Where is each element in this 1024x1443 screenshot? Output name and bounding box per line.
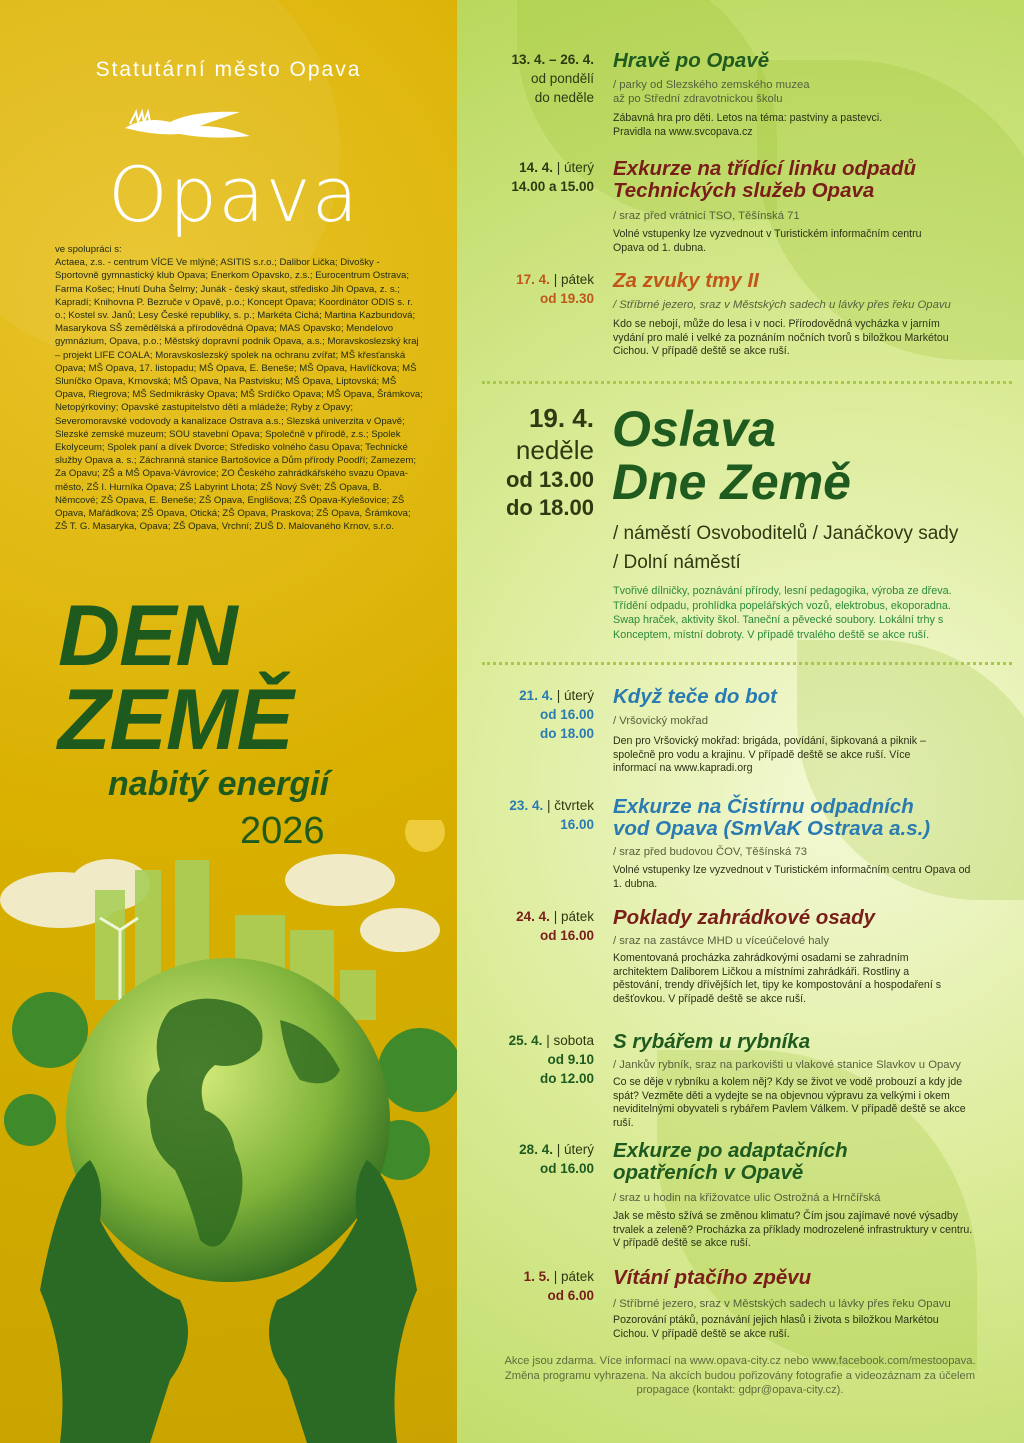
event-date-day: 24. 4. <box>516 909 550 924</box>
footer-line-1: Akce jsou zdarma. Více informací na www.opava-city.cz nebo www.facebook.com/mestoopava. <box>504 1355 976 1367</box>
event-location: / Stříbrné jezero, sraz v Městských sadech u lávky přes řeku Opavu <box>613 1298 951 1310</box>
left-panel <box>0 0 457 1443</box>
event-date: 24. 4. | pátek od 16.00 <box>470 907 594 945</box>
section-divider <box>482 381 1012 384</box>
event-description: Co se děje v rybníku a kolem něj? Kdy se život ve vodě probouzí a kdy jde spát? Vezměte děti a vydejte se na objevnou výpravu za velkými i okem neviditelnými obyvateli s rybářem Pavlem Válkem. V případě deště se akce ruší. <box>613 1076 966 1129</box>
event-description: Volné vstupenky lze vyzvednout v Turistickém informačním centru Opava od 1. dubna. <box>613 864 971 890</box>
event-day: sobota <box>553 1033 594 1048</box>
event-location: / sraz před budovou ČOV, Těšínská 73 <box>613 846 808 858</box>
event-time: od 16.00 <box>539 1161 594 1176</box>
main-event-description: Tvořivé dílničky, poznávání přírody, lesní pedagogika, výroba ze dřeva. Třídění odpadu, prohlídka popelářských vozů, elektrobus, ekoporadna. Swap hraček, aktivity škol. Taneční a pěvecké soubory. Lokální trhy s Konceptem, místní dobroty. V případě trvalého deště se akce ruší. <box>613 585 952 641</box>
event-location: / Stříbrné jezero, sraz v Městských sadech u lávky přes řeku Opavu <box>613 299 951 311</box>
event-title-2: opatřeních v Opavě <box>613 1161 804 1184</box>
event-location: / Vršovický mokřad <box>613 715 708 727</box>
event-description: Pozorování ptáků, poznávání jejich hlasů i života s biložkou Markétou Cichou. V případě deště se akce ruší. <box>613 1314 939 1340</box>
event-time: od 6.00 <box>547 1288 594 1303</box>
footer-info <box>470 1354 1010 1398</box>
event-date: 23. 4. | čtvrtek 16.00 <box>470 796 594 834</box>
main-event-time-start: od 13.00 <box>505 467 594 492</box>
main-event-title-2: Dne Země <box>612 454 851 510</box>
event-time: 14.00 a 15.00 <box>511 179 594 194</box>
event-day: pátek <box>560 272 594 287</box>
partners-block <box>55 243 425 533</box>
earth-hands-illustration <box>0 820 457 1443</box>
event-title: Vítání ptačího zpěvu <box>613 1266 812 1289</box>
event-date-day: 1. 5. <box>523 1269 550 1284</box>
event-description: Den pro Vršovický mokřad: brigáda, povídání, šipkovaná a piknik – společně pro vodu a krajinu. V případě deště se akce ruší. Více informací na www.kapradi.org <box>613 735 926 774</box>
event-description: Komentovaná procházka zahrádkovými osadami se zahradním architektem Daliborem Ličkou a místními zahrádkáři. Rostliny a pěstování, trendy dřívějších let, tipy ke kompostování a hospodaření s dešťovkou. V případě deště se akce ruší. <box>613 952 941 1005</box>
event-day: od pondělí <box>530 71 594 86</box>
poster-title <box>58 588 293 768</box>
event-title: Exkurze po adaptačních <box>613 1139 848 1162</box>
event-time: od 16.00 <box>539 707 594 722</box>
footer-line-2: Změna programu vyhrazena. Na akcích budou pořizovány fotografie a videozáznam za účelem <box>504 1369 976 1382</box>
poster-subtitle: nabitý energií <box>108 765 330 803</box>
partners-list: Actaea, z.s. - centrum VÍCE Ve mlýně; ASITIS s.r.o.; Dalibor Lička; Divošky - Sportovně gymnastický klub Opava; Enerkom Opavsko, z.s.; Eurocentrum Ostrava; Farma Košec; Hnutí Duha Šelmy; Junák - český skaut, středisko Jih Opava, z. s.; Kapradí; Knihovna P. Bezruče v Opavě, p.o.; Koncept Opava; Koordinátor ODIS s. r. o.; Kostel sv. Janů; Lesy České republiky, s. p.; Markéta Cichá; Martina Kazbundová; Masarykova SŠ zemědělská a přírodovědná Opava; MAS Opavsko; Mendelovo gymnázium, Opava, p.o.; Městský dopravní podnik Opava, a.s.; Moravskoslezský kraj – projekt LIFE COALA; Moravskoslezský spolek na ochranu zvířat; MŠ křesťanská Opava; MŠ Opava, 17. listopadu; MŠ Opava, E. Beneše; MŠ Opava, Havlíčkova; MŠ Sluníčko Opava, Krnovská; MŠ Opava, Na Pastvisku; MŠ Opava, Liptovská; MŠ Opava, Riegrova; MŠ Sedmikrásky Opava; MŠ Srdíčko Opava; MŠ Opava, Šrámkova; Netopýrkoviny; Opavské zastupitelstvo dětí a mládeže; Ryby z Opavy; Severomoravské vodovody a kanalizace Ostrava a.s.; Slezská univerzita v Opavě; Slezské zemské muzeum; SOU stavební Opava; Společně v přírodě, z.s.; Spolek Ekolyceum; Spolek paní a dívek Dvorce; Středisko volného času Opava; Technické služby Opava a. s.; Záchranná stanice Bartošovice a Dům přírody Poodří; Zamezem; Za Opavu; ZŠ a MŠ Opava-Vávrovice; ZO Českého zahrádkářského svazu Opava-město, ZŠ I. Hurníka Opava; ZŠ Labyrint Lhota; ZŠ Nový Svět; ZŠ Opava, B. Němcové; ZŠ Opava, E. Beneše; ZŠ Opava, Englišova; ZŠ Opava-Kylešovice; ZŠ Opava, Mařádkova; ZŠ Opava, Otická; ZŠ Opava, Praskova; ZŠ Opava, Šrámkova; ZŠ T. G. Masaryka, Opava; ZŠ Opava, Vrchní; ZUŠ D. Malovaného Krnov, s.r.o. <box>55 257 423 533</box>
event-description: Kdo se nebojí, může do lesa i v noci. Přírodovědná vycházka v jarním vydání pro malé i velké za poznáním nočních tvorů s biložkou Markétou Cichou. V případě deště se akce ruší. <box>613 318 949 357</box>
event-location-2: až po Střední zdravotnickou školu <box>613 93 783 105</box>
title-zeme: ZEMĚ <box>58 672 293 768</box>
event-day: čtvrtek <box>554 798 594 813</box>
event-title: Exkurze na třídící linku odpadů <box>613 157 916 180</box>
event-date: 1. 5. | pátek od 6.00 <box>470 1267 594 1305</box>
event-day: pátek <box>560 1269 594 1284</box>
event-location: / sraz na zastávce MHD u víceúčelové haly <box>613 935 829 947</box>
event-date-day: 28. 4. <box>519 1142 553 1157</box>
event-day: úterý <box>563 160 594 175</box>
event-date-day: 25. 4. <box>508 1033 543 1048</box>
event-date-day: 23. 4. <box>509 798 544 813</box>
event-day: pátek <box>560 909 594 924</box>
event-title-2: Technických služeb Opava <box>613 179 875 202</box>
event-date-day: 14. 4. <box>519 160 553 175</box>
main-event-title <box>612 403 851 509</box>
event-day: úterý <box>563 1142 594 1157</box>
event-date-day: 17. 4. <box>516 272 550 287</box>
main-event-date-day: 19. 4. <box>528 403 594 433</box>
event-time-end: do 18.00 <box>539 726 594 741</box>
main-event-location-1: / náměstí Osvoboditelů / Janáčkovy sady <box>613 523 959 544</box>
event-date: 17. 4. | pátek od 19.30 <box>470 270 594 308</box>
main-event-location <box>613 519 958 577</box>
event-location: / sraz před vrátnicí TSO, Těšínská 71 <box>613 210 800 222</box>
event-description: Jak se město sžívá se změnou klimatu? Čím jsou zajímavé nové výsadby trvalek a zeleně? Procházka za příklady modrozelené infrastruktury v centru. V případě deště se akce ruší. <box>613 1210 973 1249</box>
footer-line-3: propagace (kontakt: gdpr@opava-city.cz). <box>636 1384 844 1396</box>
main-event-time-end: do 18.00 <box>505 495 594 520</box>
opava-logo-text: Opava <box>108 150 360 239</box>
event-location: / parky od Slezského zemského muzea <box>613 79 810 91</box>
section-divider <box>482 662 1012 665</box>
event-time: od 19.30 <box>539 291 594 306</box>
event-title: Hravě po Opavě <box>613 49 770 72</box>
event-time: od 16.00 <box>539 928 594 943</box>
poster-year: 2026 <box>240 810 325 852</box>
event-description: Zábavná hra pro děti. Letos na téma: pastviny a pastevci. Pravidla na www.svcopava.cz <box>613 112 883 138</box>
main-event-title-1: Oslava <box>612 401 777 457</box>
partners-heading: ve spolupráci s: <box>55 244 122 255</box>
event-date-range: 13. 4. – 26. 4. <box>511 52 594 67</box>
main-event-date <box>470 402 594 522</box>
title-den: DEN <box>58 588 237 684</box>
event-time: 16.00 <box>560 817 594 832</box>
event-title: Za zvuky tmy II <box>613 269 759 292</box>
event-title: S rybářem u rybníka <box>613 1030 811 1053</box>
event-title: Když teče do bot <box>613 685 778 708</box>
event-title: Exkurze na Čistírnu odpadních <box>613 795 914 818</box>
event-date: 21. 4. | úterý od 16.00 do 18.00 <box>470 686 594 743</box>
bird-logo-icon <box>100 96 280 156</box>
event-time: do neděle <box>534 90 594 105</box>
event-description: Volné vstupenky lze vyzvednout v Turistickém informačním centru Opava od 1. dubna. <box>613 228 922 254</box>
event-title: Poklady zahrádkové osady <box>613 906 876 929</box>
event-date <box>470 50 594 107</box>
event-date: 28. 4. | úterý od 16.00 <box>470 1140 594 1178</box>
event-time: od 9.10 <box>547 1052 594 1067</box>
main-event-day: neděle <box>515 435 594 465</box>
event-date-day: 21. 4. <box>519 688 553 703</box>
event-title-2: vod Opava (SmVaK Ostrava a.s.) <box>613 817 931 840</box>
event-time-end: do 12.00 <box>539 1071 594 1086</box>
event-date: 14. 4. | úterý 14.00 a 15.00 <box>470 158 594 196</box>
city-label: Statutární město Opava <box>95 58 362 81</box>
main-event-location-2: / Dolní náměstí <box>613 552 741 573</box>
event-date: 25. 4. | sobota od 9.10 do 12.00 <box>470 1031 594 1088</box>
event-day: úterý <box>563 688 594 703</box>
event-location: / Jankův rybník, sraz na parkovišti u vlakové stanice Slavkov u Opavy <box>613 1059 961 1071</box>
event-location: / sraz u hodin na křižovatce ulic Ostrožná a Hrnčířská <box>613 1192 881 1204</box>
